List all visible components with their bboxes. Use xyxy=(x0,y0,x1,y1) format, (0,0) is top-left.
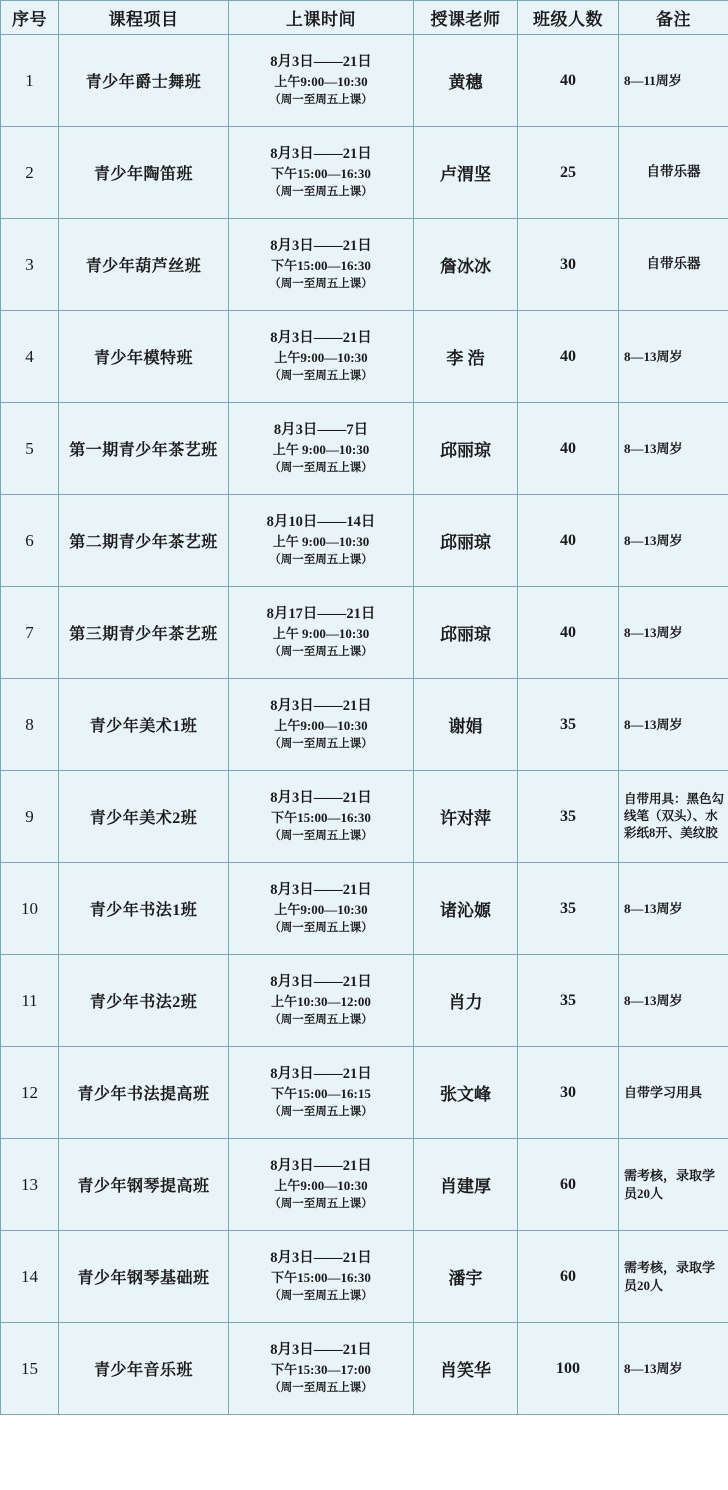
cell-class-time xyxy=(229,127,414,219)
time-weekdays: （周一至周五上课） xyxy=(269,1014,373,1027)
time-date-range: 8月3日——7日 xyxy=(273,422,369,439)
table-row xyxy=(1,955,728,1047)
table-row xyxy=(1,495,728,587)
cell-class-time xyxy=(229,587,414,679)
time-hours: 上午9:00—10:30 xyxy=(274,718,368,734)
cell-course-name: 青少年音乐班 xyxy=(59,1323,229,1415)
cell-class-size: 35 xyxy=(518,863,619,955)
cell-remark: 8—13周岁 xyxy=(619,495,728,587)
table-row xyxy=(1,1047,728,1139)
time-date-range: 8月3日——21日 xyxy=(270,974,372,991)
cell-class-size: 40 xyxy=(518,311,619,403)
time-weekdays: （周一至周五上课） xyxy=(269,1382,373,1395)
cell-class-time xyxy=(229,955,414,1047)
cell-class-size: 40 xyxy=(518,495,619,587)
cell-course-name: 青少年钢琴基础班 xyxy=(59,1231,229,1323)
cell-remark: 需考核，录取学员20人 xyxy=(619,1139,728,1231)
time-date-range: 8月3日——21日 xyxy=(270,1250,372,1267)
cell-index: 2 xyxy=(1,127,59,219)
cell-index: 15 xyxy=(1,1323,59,1415)
cell-teacher: 谢娟 xyxy=(414,679,518,771)
table-body xyxy=(1,35,728,1415)
time-hours: 上午10:30—12:00 xyxy=(271,994,371,1010)
time-hours: 上午 9:00—10:30 xyxy=(272,442,370,458)
cell-index: 5 xyxy=(1,403,59,495)
time-weekdays: （周一至周五上课） xyxy=(269,462,373,475)
time-weekdays: （周一至周五上课） xyxy=(269,94,373,107)
cell-course-name: 第一期青少年茶艺班 xyxy=(59,403,229,495)
cell-teacher: 张文峰 xyxy=(414,1047,518,1139)
cell-index: 9 xyxy=(1,771,59,863)
time-date-range: 8月3日——21日 xyxy=(270,698,372,715)
time-hours: 下午15:00—16:30 xyxy=(271,166,371,182)
cell-remark: 需考核，录取学员20人 xyxy=(619,1231,728,1323)
cell-course-name: 第三期青少年茶艺班 xyxy=(59,587,229,679)
cell-course-name: 青少年书法提高班 xyxy=(59,1047,229,1139)
cell-class-time xyxy=(229,1139,414,1231)
cell-index: 1 xyxy=(1,35,59,127)
time-date-range: 8月3日——21日 xyxy=(270,330,372,347)
cell-remark: 自带乐器 xyxy=(619,219,728,311)
cell-class-size: 30 xyxy=(518,219,619,311)
cell-remark: 8—13周岁 xyxy=(619,1323,728,1415)
table-header-row xyxy=(1,1,728,35)
cell-course-name: 青少年书法1班 xyxy=(59,863,229,955)
cell-teacher: 肖力 xyxy=(414,955,518,1047)
cell-class-size: 35 xyxy=(518,679,619,771)
cell-class-size: 100 xyxy=(518,1323,619,1415)
time-hours: 上午9:00—10:30 xyxy=(274,74,368,90)
cell-index: 6 xyxy=(1,495,59,587)
table-row xyxy=(1,1323,728,1415)
cell-class-time xyxy=(229,1047,414,1139)
cell-class-time xyxy=(229,35,414,127)
cell-class-size: 40 xyxy=(518,403,619,495)
table-row xyxy=(1,771,728,863)
time-date-range: 8月3日——21日 xyxy=(270,238,372,255)
time-hours: 上午9:00—10:30 xyxy=(274,902,368,918)
cell-class-time xyxy=(229,863,414,955)
cell-class-time xyxy=(229,1231,414,1323)
time-hours: 上午 9:00—10:30 xyxy=(272,534,370,550)
table-row xyxy=(1,587,728,679)
cell-course-name: 青少年美术2班 xyxy=(59,771,229,863)
cell-remark: 8—13周岁 xyxy=(619,679,728,771)
cell-course-name: 第二期青少年茶艺班 xyxy=(59,495,229,587)
table-row xyxy=(1,1231,728,1323)
cell-remark: 8—13周岁 xyxy=(619,955,728,1047)
time-weekdays: （周一至周五上课） xyxy=(269,1198,373,1211)
time-date-range: 8月3日——21日 xyxy=(270,54,372,71)
cell-class-time xyxy=(229,679,414,771)
cell-course-name: 青少年陶笛班 xyxy=(59,127,229,219)
cell-class-time xyxy=(229,495,414,587)
time-hours: 上午9:00—10:30 xyxy=(274,1178,368,1194)
cell-index: 14 xyxy=(1,1231,59,1323)
cell-course-name: 青少年美术1班 xyxy=(59,679,229,771)
time-hours: 上午9:00—10:30 xyxy=(274,350,368,366)
table-row xyxy=(1,679,728,771)
cell-index: 10 xyxy=(1,863,59,955)
table-row xyxy=(1,1139,728,1231)
cell-teacher: 肖笑华 xyxy=(414,1323,518,1415)
cell-teacher: 潘宇 xyxy=(414,1231,518,1323)
column-header-class-size: 班级人数 xyxy=(518,1,619,35)
cell-class-size: 30 xyxy=(518,1047,619,1139)
time-hours: 下午15:00—16:30 xyxy=(271,258,371,274)
time-hours: 下午15:00—16:30 xyxy=(271,810,371,826)
table-row xyxy=(1,35,728,127)
cell-teacher: 肖建厚 xyxy=(414,1139,518,1231)
cell-remark: 自带用具：黑色勾线笔（双头）、水彩纸8开、美纹胶 xyxy=(619,771,728,863)
time-hours: 下午15:30—17:00 xyxy=(271,1362,371,1378)
time-weekdays: （周一至周五上课） xyxy=(269,646,373,659)
cell-index: 4 xyxy=(1,311,59,403)
cell-teacher: 卢渭坚 xyxy=(414,127,518,219)
time-weekdays: （周一至周五上课） xyxy=(269,186,373,199)
time-date-range: 8月3日——21日 xyxy=(270,1158,372,1175)
cell-remark: 自带学习用具 xyxy=(619,1047,728,1139)
time-weekdays: （周一至周五上课） xyxy=(269,1290,373,1303)
time-weekdays: （周一至周五上课） xyxy=(269,554,373,567)
cell-remark: 8—13周岁 xyxy=(619,311,728,403)
cell-index: 8 xyxy=(1,679,59,771)
time-date-range: 8月3日——21日 xyxy=(270,790,372,807)
table-row xyxy=(1,219,728,311)
table-row xyxy=(1,403,728,495)
table-row xyxy=(1,863,728,955)
cell-class-size: 40 xyxy=(518,35,619,127)
cell-class-size: 60 xyxy=(518,1139,619,1231)
time-weekdays: （周一至周五上课） xyxy=(269,1106,373,1119)
table-row xyxy=(1,127,728,219)
cell-teacher: 李 浩 xyxy=(414,311,518,403)
column-header-course: 课程项目 xyxy=(59,1,229,35)
cell-index: 11 xyxy=(1,955,59,1047)
cell-course-name: 青少年爵士舞班 xyxy=(59,35,229,127)
time-weekdays: （周一至周五上课） xyxy=(269,922,373,935)
time-hours: 下午15:00—16:30 xyxy=(271,1270,371,1286)
cell-class-time xyxy=(229,403,414,495)
time-date-range: 8月3日——21日 xyxy=(270,146,372,163)
column-header-index: 序号 xyxy=(1,1,59,35)
cell-course-name: 青少年书法2班 xyxy=(59,955,229,1047)
cell-class-time xyxy=(229,219,414,311)
cell-teacher: 诸沁嫄 xyxy=(414,863,518,955)
cell-class-time xyxy=(229,771,414,863)
cell-course-name: 青少年钢琴提高班 xyxy=(59,1139,229,1231)
table-row xyxy=(1,311,728,403)
cell-remark: 8—13周岁 xyxy=(619,587,728,679)
time-hours: 上午 9:00—10:30 xyxy=(272,626,370,642)
time-date-range: 8月10日——14日 xyxy=(266,514,376,531)
time-weekdays: （周一至周五上课） xyxy=(269,278,373,291)
cell-class-size: 35 xyxy=(518,955,619,1047)
time-weekdays: （周一至周五上课） xyxy=(269,738,373,751)
cell-teacher: 詹冰冰 xyxy=(414,219,518,311)
cell-teacher: 邱丽琼 xyxy=(414,587,518,679)
cell-remark: 8—13周岁 xyxy=(619,863,728,955)
cell-teacher: 黄穗 xyxy=(414,35,518,127)
column-header-time: 上课时间 xyxy=(229,1,414,35)
cell-teacher: 邱丽琼 xyxy=(414,495,518,587)
time-date-range: 8月3日——21日 xyxy=(270,1066,372,1083)
cell-index: 7 xyxy=(1,587,59,679)
cell-teacher: 邱丽琼 xyxy=(414,403,518,495)
time-date-range: 8月3日——21日 xyxy=(270,882,372,899)
time-date-range: 8月3日——21日 xyxy=(270,1342,372,1359)
cell-teacher: 许对萍 xyxy=(414,771,518,863)
column-header-teacher: 授课老师 xyxy=(414,1,518,35)
time-weekdays: （周一至周五上课） xyxy=(269,370,373,383)
cell-class-size: 35 xyxy=(518,771,619,863)
cell-index: 12 xyxy=(1,1047,59,1139)
time-date-range: 8月17日——21日 xyxy=(266,606,376,623)
time-weekdays: （周一至周五上课） xyxy=(269,830,373,843)
cell-remark: 自带乐器 xyxy=(619,127,728,219)
cell-index: 3 xyxy=(1,219,59,311)
column-header-remark: 备注 xyxy=(619,1,728,35)
cell-class-time xyxy=(229,1323,414,1415)
cell-index: 13 xyxy=(1,1139,59,1231)
cell-course-name: 青少年模特班 xyxy=(59,311,229,403)
time-hours: 下午15:00—16:15 xyxy=(271,1086,371,1102)
cell-class-size: 60 xyxy=(518,1231,619,1323)
cell-class-time xyxy=(229,311,414,403)
cell-class-size: 25 xyxy=(518,127,619,219)
cell-class-size: 40 xyxy=(518,587,619,679)
cell-course-name: 青少年葫芦丝班 xyxy=(59,219,229,311)
cell-remark: 8—13周岁 xyxy=(619,403,728,495)
cell-remark: 8—11周岁 xyxy=(619,35,728,127)
